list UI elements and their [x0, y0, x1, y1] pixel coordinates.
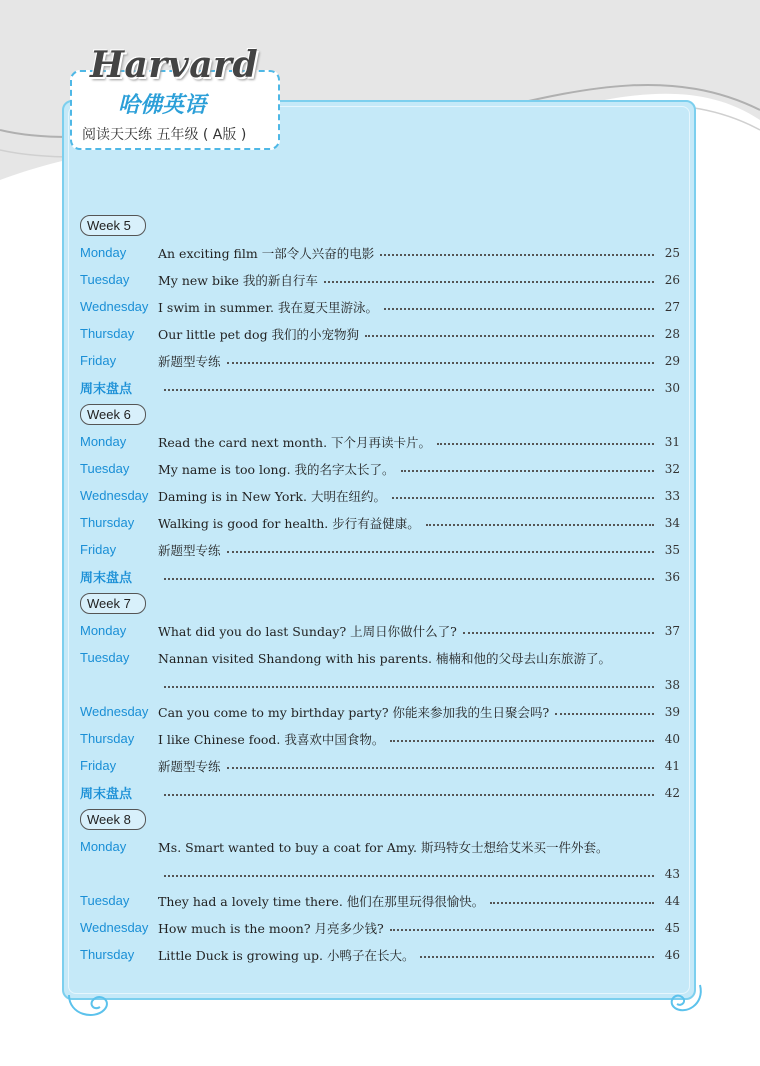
week-badge: Week 6 [80, 404, 146, 425]
toc-day-label: Tuesday [80, 650, 130, 665]
toc-title: What did you do last Sunday? 上周日你做什么了? [158, 623, 457, 639]
dot-leader [164, 794, 654, 796]
toc-entry[interactable] [80, 752, 680, 779]
toc-day-label: Wednesday [80, 488, 149, 503]
toc-title: 新题型专练 [158, 542, 221, 558]
swirl-decoration-right [660, 980, 710, 1020]
week-header [80, 806, 680, 833]
toc-day-label: Monday [80, 839, 127, 854]
dot-leader [463, 632, 654, 634]
toc-day-label: Wednesday [80, 299, 149, 314]
toc-day-label: 周末盘点 [80, 571, 133, 586]
toc-entry[interactable] [80, 914, 680, 941]
toc-entry[interactable] [80, 833, 680, 860]
dot-leader [164, 875, 654, 877]
swirl-decoration-left [64, 985, 124, 1025]
brand-chinese-name: 哈佛英语 [118, 93, 207, 118]
toc-day-label: Friday [80, 758, 117, 773]
toc-page-number: 40 [664, 731, 680, 746]
toc-day-label: Monday [80, 434, 127, 449]
toc-day-label: Friday [80, 353, 117, 368]
dot-leader [164, 686, 654, 688]
dot-leader [555, 713, 654, 715]
toc-page-number: 42 [664, 785, 680, 800]
toc-entry[interactable] [80, 482, 680, 509]
toc-page-number: 29 [664, 353, 680, 368]
book-subtitle: 阅读天天练 五年级 ( A版 ) [82, 127, 247, 143]
toc-day-label: Tuesday [80, 272, 130, 287]
toc-page-number: 25 [664, 245, 680, 260]
toc-page-number: 41 [664, 758, 680, 773]
dot-leader [490, 902, 654, 904]
week-header [80, 212, 680, 239]
toc-page-number: 28 [664, 326, 680, 341]
toc-entry[interactable] [80, 725, 680, 752]
toc-title: Daming is in New York. 大明在纽约。 [158, 488, 386, 504]
dot-leader [227, 362, 654, 364]
week-badge: Week 8 [80, 809, 146, 830]
toc-entry[interactable] [80, 509, 680, 536]
dot-leader [365, 335, 654, 337]
toc-day-label: Wednesday [80, 704, 149, 719]
toc-day-label: Thursday [80, 947, 135, 962]
toc-page-number: 37 [664, 623, 680, 638]
toc-title: 新题型专练 [158, 758, 221, 774]
toc-entry[interactable] [80, 320, 680, 347]
toc-entry[interactable] [80, 455, 680, 482]
toc-day-label: Thursday [80, 731, 135, 746]
toc-entry[interactable] [80, 266, 680, 293]
dot-leader [384, 308, 654, 310]
toc-title: Little Duck is growing up. 小鸭子在长大。 [158, 947, 415, 963]
toc-page-number: 31 [664, 434, 680, 449]
toc-entry-continuation[interactable] [80, 860, 680, 887]
dot-leader [390, 929, 654, 931]
toc-day-label: Thursday [80, 326, 135, 341]
toc-entry[interactable] [80, 293, 680, 320]
table-of-contents [80, 212, 680, 968]
toc-page-number: 30 [664, 380, 680, 395]
toc-day-label: Tuesday [80, 461, 130, 476]
brand-logo-text: Harvard [90, 44, 259, 86]
toc-entry[interactable] [80, 536, 680, 563]
toc-page-number: 36 [664, 569, 680, 584]
toc-day-label: Thursday [80, 515, 135, 530]
toc-page-number: 32 [664, 461, 680, 476]
toc-title: Ms. Smart wanted to buy a coat for Amy. 斯玛特女士想给艾米买一件外套。 [158, 839, 609, 855]
toc-page-number: 34 [664, 515, 680, 530]
toc-page-number: 35 [664, 542, 680, 557]
dot-leader [390, 740, 654, 742]
toc-day-label: Tuesday [80, 893, 130, 908]
toc-title: 新题型专练 [158, 353, 221, 369]
week-badge: Week 5 [80, 215, 146, 236]
toc-title: I swim in summer. 我在夏天里游泳。 [158, 299, 378, 315]
toc-title: I like Chinese food. 我喜欢中国食物。 [158, 731, 385, 747]
toc-page-number: 33 [664, 488, 680, 503]
dot-leader [392, 497, 654, 499]
toc-title: How much is the moon? 月亮多少钱? [158, 920, 384, 936]
toc-page-number: 39 [664, 704, 680, 719]
toc-entry[interactable] [80, 374, 680, 401]
toc-title: My new bike 我的新自行车 [158, 272, 318, 288]
toc-entry[interactable] [80, 887, 680, 914]
dot-leader [227, 551, 654, 553]
toc-entry[interactable] [80, 617, 680, 644]
toc-page-number: 46 [664, 947, 680, 962]
dot-leader [164, 389, 654, 391]
toc-entry[interactable] [80, 563, 680, 590]
dot-leader [380, 254, 654, 256]
toc-entry[interactable] [80, 779, 680, 806]
toc-title: Walking is good for health. 步行有益健康。 [158, 515, 420, 531]
toc-day-label: 周末盘点 [80, 787, 133, 802]
toc-entry[interactable] [80, 698, 680, 725]
toc-entry[interactable] [80, 644, 680, 671]
week-header [80, 401, 680, 428]
week-header [80, 590, 680, 617]
toc-page-number: 44 [664, 893, 680, 908]
toc-day-label: Wednesday [80, 920, 149, 935]
toc-day-label: 周末盘点 [80, 382, 133, 397]
toc-entry[interactable] [80, 428, 680, 455]
toc-title: Can you come to my birthday party? 你能来参加我的生日聚会吗? [158, 704, 550, 720]
dot-leader [420, 956, 654, 958]
toc-day-label: Monday [80, 623, 127, 638]
toc-day-label: Monday [80, 245, 127, 260]
dot-leader [164, 578, 654, 580]
dot-leader [227, 767, 654, 769]
toc-page-number: 38 [664, 677, 680, 692]
toc-title: Our little pet dog 我们的小宠物狗 [158, 326, 360, 342]
toc-page-number: 26 [664, 272, 680, 287]
toc-title: Nannan visited Shandong with his parents. 楠楠和他的父母去山东旅游了。 [158, 650, 611, 666]
week-badge: Week 7 [80, 593, 146, 614]
toc-day-label: Friday [80, 542, 117, 557]
toc-title: Read the card next month. 下个月再读卡片。 [158, 434, 432, 450]
dot-leader [324, 281, 654, 283]
dot-leader [437, 443, 654, 445]
toc-title: An exciting film 一部令人兴奋的电影 [158, 245, 375, 261]
toc-page-number: 45 [664, 920, 680, 935]
toc-title: They had a lovely time there. 他们在那里玩得很愉快。 [158, 893, 485, 909]
toc-entry[interactable] [80, 347, 680, 374]
toc-entry[interactable] [80, 941, 680, 968]
dot-leader [401, 470, 654, 472]
toc-entry-continuation[interactable] [80, 671, 680, 698]
toc-entry[interactable] [80, 239, 680, 266]
dot-leader [426, 524, 654, 526]
toc-page-number: 43 [664, 866, 680, 881]
toc-page-number: 27 [664, 299, 680, 314]
toc-title: My name is too long. 我的名字太长了。 [158, 461, 395, 477]
